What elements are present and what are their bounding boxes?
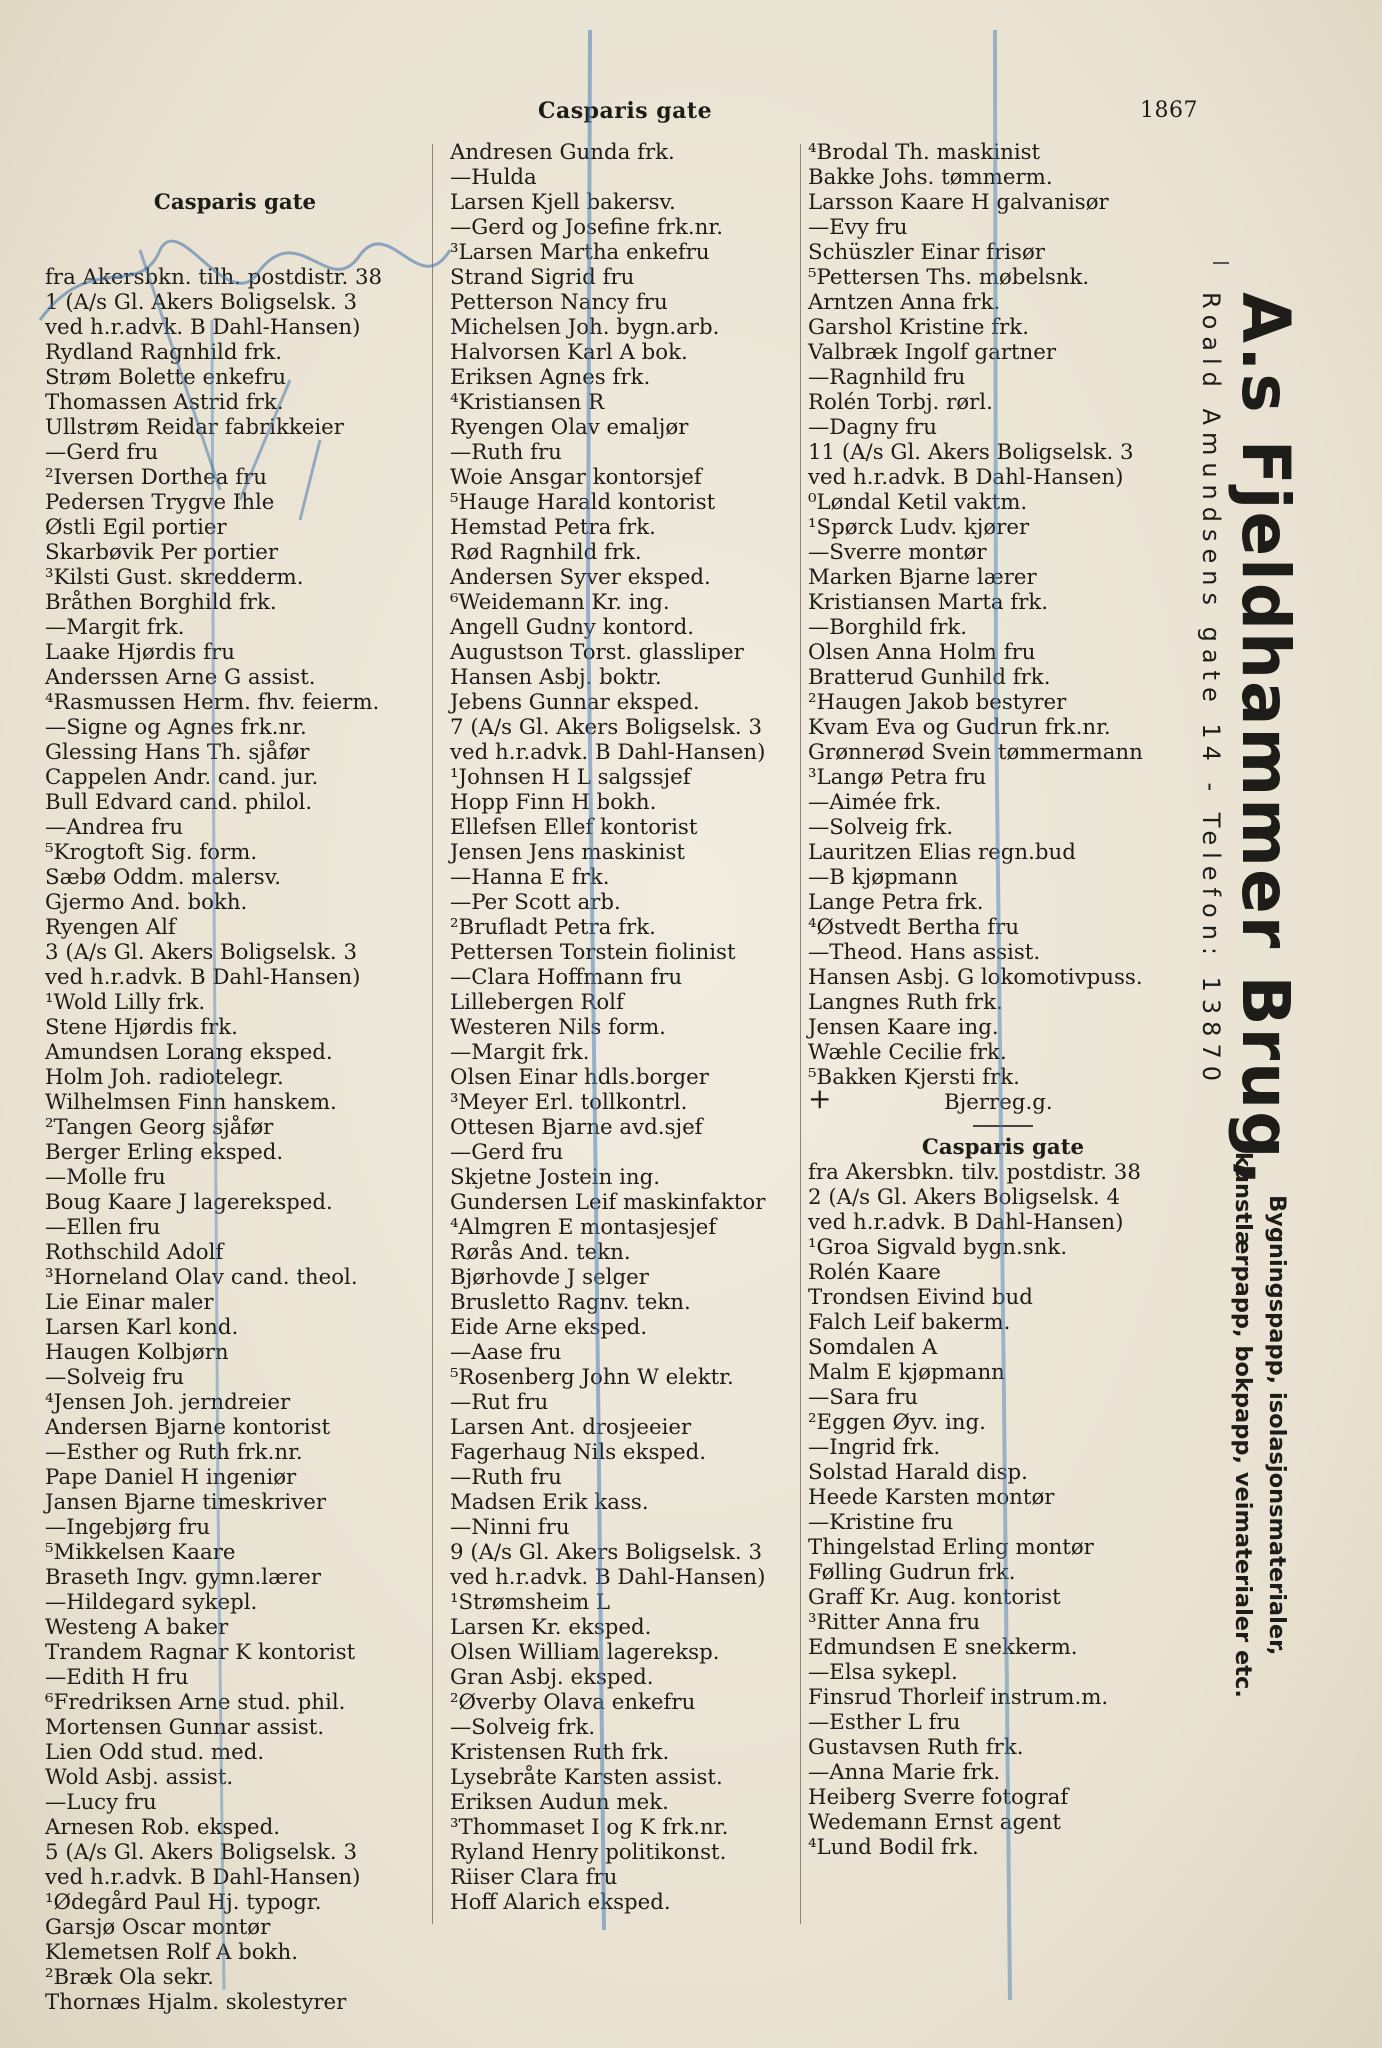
directory-entry: fra Akersbkn. tilh. postdistr. 38 — [45, 265, 383, 290]
directory-entry: Ottesen Bjarne avd.sjef — [450, 1115, 703, 1140]
directory-entry: Larsen Kr. eksped. — [450, 1615, 652, 1640]
directory-entry: ²Eggen Øyv. ing. — [808, 1410, 986, 1435]
section-separator — [973, 1125, 1033, 1127]
directory-entry: Rød Ragnhild frk. — [450, 540, 642, 565]
directory-entry: Andresen Gunda frk. — [450, 140, 675, 165]
directory-entry: —Ninni fru — [450, 1515, 570, 1540]
directory-entry: Boug Kaare J lagereksped. — [45, 1190, 333, 1215]
directory-entry: Solstad Harald disp. — [808, 1460, 1028, 1485]
directory-entry: Pape Daniel H ingeniør — [45, 1465, 297, 1490]
directory-entry: Arntzen Anna frk. — [808, 290, 1001, 315]
directory-entry: ¹Groa Sigvald bygn.snk. — [808, 1235, 1068, 1260]
directory-entry: —Clara Hoffmann fru — [450, 965, 683, 990]
directory-entry: ⁵Mikkelsen Kaare — [45, 1540, 236, 1565]
directory-entry: Brusletto Ragnv. tekn. — [450, 1290, 691, 1315]
directory-entry: Halvorsen Karl A bok. — [450, 340, 688, 365]
directory-entry: Bjørhovde J selger — [450, 1265, 649, 1290]
directory-entry: ved h.r.advk. B Dahl-Hansen) — [45, 965, 361, 990]
directory-entry: —Solveig frk. — [450, 1715, 596, 1740]
directory-entry: —Ingrid frk. — [808, 1435, 941, 1460]
directory-entry: Wilhelmsen Finn hanskem. — [45, 1090, 337, 1115]
directory-entry: Lange Petra frk. — [808, 890, 984, 915]
directory-entry: ¹Strømsheim L — [450, 1590, 611, 1615]
directory-entry: —Aimée frk. — [808, 790, 942, 815]
directory-entry: 3 (A/s Gl. Akers Boligselsk. 3 — [45, 940, 358, 965]
directory-entry: —Evy fru — [808, 215, 908, 240]
directory-entry: Glessing Hans Th. sjåfør — [45, 740, 310, 765]
directory-entry: —Edith H fru — [45, 1665, 189, 1690]
directory-entry: Rolén Torbj. rørl. — [808, 390, 993, 415]
directory-entry: Edmundsen E snekkerm. — [808, 1635, 1078, 1660]
directory-entry: —Margit frk. — [450, 1040, 590, 1065]
directory-entry: ⁶Weidemann Kr. ing. — [450, 590, 670, 615]
directory-entry: Eide Arne eksped. — [450, 1315, 648, 1340]
directory-entry: ved h.r.advk. B Dahl-Hansen) — [45, 315, 361, 340]
directory-entry: Augustson Torst. glassliper — [450, 640, 744, 665]
directory-entry: Rørås And. tekn. — [450, 1240, 631, 1265]
page-title: Casparis gate — [538, 98, 713, 124]
directory-entry: Sæbø Oddm. malersv. — [45, 865, 281, 890]
directory-entry: ³Langø Petra fru — [808, 765, 987, 790]
directory-entry: —Theod. Hans assist. — [808, 940, 1041, 965]
directory-entry: Rydland Ragnhild frk. — [45, 340, 283, 365]
directory-entry: Arnesen Rob. eksped. — [45, 1815, 281, 1840]
directory-entry: 2 (A/s Gl. Akers Boligselsk. 4 — [808, 1185, 1121, 1210]
directory-entry: —Ragnhild fru — [808, 365, 966, 390]
directory-entry: —Dagny fru — [808, 415, 937, 440]
directory-entry: —Sverre montør — [808, 540, 987, 565]
directory-entry: Ullstrøm Reidar fabrikkeier — [45, 415, 344, 440]
directory-entry: ⁴Østvedt Bertha fru — [808, 915, 1020, 940]
directory-entry: Pettersen Torstein fiolinist — [450, 940, 736, 965]
directory-entry: Ryland Henry politikonst. — [450, 1840, 727, 1865]
directory-entry: —Hildegard sykepl. — [45, 1590, 258, 1615]
directory-entry: Trandem Ragnar K kontorist — [45, 1640, 356, 1665]
directory-entry: ved h.r.advk. B Dahl-Hansen) — [450, 1565, 766, 1590]
directory-entry: ⁴Rasmussen Herm. fhv. feierm. — [45, 690, 380, 715]
divider-tick — [1213, 262, 1229, 264]
directory-entry: Schüszler Einar frisør — [808, 240, 1045, 265]
directory-entry: Hansen Asbj. boktr. — [450, 665, 662, 690]
directory-entry: —Solveig fru — [45, 1365, 185, 1390]
directory-entry: —Ingebjørg fru — [45, 1515, 211, 1540]
directory-entry: Pedersen Trygve Ihle — [45, 490, 275, 515]
directory-entry: ⁵Rosenberg John W elektr. — [450, 1365, 734, 1390]
directory-entry: Ryengen Alf — [45, 915, 176, 940]
directory-entry: Valbræk Ingolf gartner — [808, 340, 1057, 365]
street-heading: Casparis gate — [153, 190, 317, 215]
directory-entry: 7 (A/s Gl. Akers Boligselsk. 3 — [450, 715, 763, 740]
ad-brand-name: A.s Fjeldhammer Brug, — [1227, 292, 1304, 1188]
directory-entry: Østli Egil portier — [45, 515, 227, 540]
directory-entry: —B kjøpmann — [808, 865, 959, 890]
directory-entry: —Ruth fru — [450, 440, 562, 465]
directory-entry: Finsrud Thorleif instrum.m. — [808, 1685, 1109, 1710]
directory-entry: —Lucy fru — [45, 1790, 157, 1815]
street-crossing — [808, 1082, 1198, 1115]
directory-entry: Larsen Ant. drosjeeier — [450, 1415, 692, 1440]
directory-entry: ²Bræk Ola sekr. — [45, 1965, 214, 1990]
directory-entry: ⁵Krogtoft Sig. form. — [45, 840, 258, 865]
directory-entry: ³Kilsti Gust. skredderm. — [45, 565, 304, 590]
directory-entry: —Esther og Ruth frk.nr. — [45, 1440, 303, 1465]
directory-entry: —Aase fru — [450, 1340, 562, 1365]
directory-entry: Bull Edvard cand. philol. — [45, 790, 313, 815]
directory-entry: Bakke Johs. tømmerm. — [808, 165, 1053, 190]
directory-entry: Heiberg Sverre fotograf — [808, 1785, 1069, 1810]
directory-entry: ²Øverby Olava enkefru — [450, 1690, 696, 1715]
directory-entry: Eriksen Audun mek. — [450, 1790, 669, 1815]
directory-entry: Gjermo And. bokh. — [45, 890, 248, 915]
directory-entry: ⁴Almgren E montasjesjef — [450, 1215, 717, 1240]
directory-entry: ved h.r.advk. B Dahl-Hansen) — [450, 740, 766, 765]
directory-entry: Følling Gudrun frk. — [808, 1560, 1016, 1585]
directory-entry: Gundersen Leif maskinfaktor — [450, 1190, 766, 1215]
directory-entry: Eriksen Agnes frk. — [450, 365, 651, 390]
directory-entry: Thingelstad Erling montør — [808, 1535, 1094, 1560]
directory-entry: ved h.r.advk. B Dahl-Hansen) — [808, 1210, 1124, 1235]
directory-entry: Jansen Bjarne timeskriver — [45, 1490, 326, 1515]
directory-entry: —Signe og Agnes frk.nr. — [45, 715, 307, 740]
directory-entry: —Gerd fru — [45, 440, 159, 465]
ad-address: Roald Amundsens gate 14 - Telefon: 13870 — [1197, 292, 1225, 1088]
directory-entry: Westeng A baker — [45, 1615, 229, 1640]
directory-entry: Thomassen Astrid frk. — [45, 390, 284, 415]
directory-entry: ⁴Lund Bodil frk. — [808, 1835, 979, 1860]
crossing-plus-icon: + — [808, 1082, 832, 1115]
directory-entry: —Per Scott arb. — [450, 890, 621, 915]
directory-entry: ³Ritter Anna fru — [808, 1610, 981, 1635]
directory-entry: fra Akersbkn. tilv. postdistr. 38 — [808, 1160, 1141, 1185]
directory-entry: Anderssen Arne G assist. — [45, 665, 316, 690]
directory-entry: Kristensen Ruth frk. — [450, 1740, 670, 1765]
directory-entry: ⁴Brodal Th. maskinist — [808, 140, 1041, 165]
directory-entry: ³Thommaset I og K frk.nr. — [450, 1815, 729, 1840]
directory-entry: Andersen Syver eksped. — [450, 565, 711, 590]
directory-entry: —Kristine fru — [808, 1510, 954, 1535]
directory-entry: Braseth Ingv. gymn.lærer — [45, 1565, 322, 1590]
directory-entry: —Hanna E frk. — [450, 865, 610, 890]
directory-entry: Hemstad Petra frk. — [450, 515, 656, 540]
directory-entry: Mortensen Gunnar assist. — [45, 1715, 325, 1740]
directory-entry: Riiser Clara fru — [450, 1865, 618, 1890]
directory-entry: ¹Johnsen H L salgssjef — [450, 765, 691, 790]
directory-entry: ved h.r.advk. B Dahl-Hansen) — [45, 1865, 361, 1890]
directory-entry: 5 (A/s Gl. Akers Boligselsk. 3 — [45, 1840, 358, 1865]
directory-entry: Graff Kr. Aug. kontorist — [808, 1585, 1061, 1610]
directory-entry: Kristiansen Marta frk. — [808, 590, 1049, 615]
directory-entry: Larsson Kaare H galvanisør — [808, 190, 1109, 215]
directory-entry: ⁵Pettersen Ths. møbelsnk. — [808, 265, 1090, 290]
directory-entry: Larsen Karl kond. — [45, 1315, 239, 1340]
directory-entry: —Ruth fru — [450, 1465, 562, 1490]
directory-entry: —Ellen fru — [45, 1215, 161, 1240]
street-heading: Casparis gate — [921, 1135, 1085, 1160]
directory-entry: 9 (A/s Gl. Akers Boligselsk. 3 — [450, 1540, 763, 1565]
directory-entry: Kvam Eva og Gudrun frk.nr. — [808, 715, 1111, 740]
directory-entry: Lysebråte Karsten assist. — [450, 1765, 723, 1790]
directory-entry: Angell Gudny kontord. — [450, 615, 695, 640]
directory-entry: Hansen Asbj. G lokomotivpuss. — [808, 965, 1143, 990]
directory-entry: —Sara fru — [808, 1385, 919, 1410]
column-2 — [450, 140, 820, 1915]
directory-entry: —Gerd og Josefine frk.nr. — [450, 215, 723, 240]
directory-entry: Stene Hjørdis frk. — [45, 1015, 238, 1040]
directory-entry: 11 (A/s Gl. Akers Boligselsk. 3 — [808, 440, 1134, 465]
directory-entry: Jensen Jens maskinist — [450, 840, 685, 865]
directory-entry: Wæhle Cecilie frk. — [808, 1040, 1007, 1065]
directory-entry: ²Haugen Jakob bestyrer — [808, 690, 1067, 715]
directory-entry: Lauritzen Elias regn.bud — [808, 840, 1076, 865]
directory-entry: Olsen Anna Holm fru — [808, 640, 1036, 665]
directory-entry: Berger Erling eksped. — [45, 1140, 284, 1165]
directory-entry: ⁵Bakken Kjersti frk. — [808, 1065, 1020, 1090]
column-3 — [808, 140, 1198, 1860]
ad-products-line-1: Bygningspapp, isolasjonsmaterialer, — [1264, 1195, 1290, 1656]
directory-entry: Bratterud Gunhild frk. — [808, 665, 1051, 690]
directory-entry: Langnes Ruth frk. — [808, 990, 1003, 1015]
column-1 — [45, 140, 425, 2015]
directory-entry: —Rut fru — [450, 1390, 549, 1415]
directory-entry: —Solveig frk. — [808, 815, 954, 840]
directory-entry: ³Larsen Martha enkefru — [450, 240, 710, 265]
directory-entry: Falch Leif bakerm. — [808, 1310, 1011, 1335]
directory-entry: ⁴Kristiansen R — [450, 390, 605, 415]
directory-entry: Klemetsen Rolf A bokh. — [45, 1940, 299, 1965]
directory-entry: —Margit frk. — [45, 615, 185, 640]
directory-entry: Michelsen Joh. bygn.arb. — [450, 315, 720, 340]
directory-entry: Skarbøvik Per portier — [45, 540, 279, 565]
directory-entry: Amundsen Lorang eksped. — [45, 1040, 333, 1065]
directory-entry: ⁴Jensen Joh. jerndreier — [45, 1390, 291, 1415]
directory-entry: —Andrea fru — [45, 815, 184, 840]
directory-entry: Strøm Bolette enkefru — [45, 365, 287, 390]
directory-entry: Somdalen A — [808, 1335, 938, 1360]
column-divider — [432, 144, 433, 1924]
directory-entry: Marken Bjarne lærer — [808, 565, 1037, 590]
directory-entry: Olsen William lagereksp. — [450, 1640, 720, 1665]
directory-entry: Wedemann Ernst agent — [808, 1810, 1061, 1835]
directory-entry: Woie Ansgar kontorsjef — [450, 465, 702, 490]
directory-entry: Trondsen Eivind bud — [808, 1285, 1033, 1310]
directory-entry: Wold Asbj. assist. — [45, 1765, 234, 1790]
directory-entry: —Gerd fru — [450, 1140, 564, 1165]
directory-entry: —Hulda — [450, 165, 537, 190]
directory-entry: ³Horneland Olav cand. theol. — [45, 1265, 358, 1290]
directory-entry: ⁰Løndal Ketil vaktm. — [808, 490, 1028, 515]
directory-entry: Jebens Gunnar eksped. — [450, 690, 700, 715]
directory-entry: Madsen Erik kass. — [450, 1490, 649, 1515]
directory-entry: Westeren Nils form. — [450, 1015, 666, 1040]
crossing-street-name: Bjerreg.g. — [944, 1090, 1053, 1115]
directory-entry: ²Iversen Dorthea fru — [45, 465, 267, 490]
directory-entry: Laake Hjørdis fru — [45, 640, 235, 665]
directory-entry: Malm E kjøpmann — [808, 1360, 1005, 1385]
directory-entry: ¹Spørck Ludv. kjører — [808, 515, 1030, 540]
directory-entry: Ryengen Olav emaljør — [450, 415, 689, 440]
directory-entry: Gran Asbj. eksped. — [450, 1665, 654, 1690]
directory-entry: Rolén Kaare — [808, 1260, 941, 1285]
directory-entry: Hoff Alarich eksped. — [450, 1890, 671, 1915]
directory-entry: Bråthen Borghild frk. — [45, 590, 277, 615]
directory-entry: Thornæs Hjalm. skolestyrer — [45, 1990, 347, 2015]
ad-products-line-2: kunstlærpapp, bokpapp, veimaterialer etc. — [1230, 1152, 1256, 1698]
directory-entry: Haugen Kolbjørn — [45, 1340, 229, 1365]
directory-entry: Garshol Kristine frk. — [808, 315, 1029, 340]
directory-entry: Lie Einar maler — [45, 1290, 214, 1315]
directory-entry: ³Meyer Erl. tollkontrl. — [450, 1090, 688, 1115]
directory-entry: Gustavsen Ruth frk. — [808, 1735, 1024, 1760]
directory-entry: Fagerhaug Nils eksped. — [450, 1440, 707, 1465]
directory-entry: ²Brufladt Petra frk. — [450, 915, 656, 940]
directory-entry: —Esther L fru — [808, 1710, 961, 1735]
page-number: 1867 — [1140, 98, 1198, 123]
directory-entry: Holm Joh. radiotelegr. — [45, 1065, 284, 1090]
directory-entry: —Molle fru — [45, 1165, 166, 1190]
directory-entry: Petterson Nancy fru — [450, 290, 668, 315]
directory-entry: ⁵Hauge Harald kontorist — [450, 490, 716, 515]
directory-entry: Garsjø Oscar montør — [45, 1915, 271, 1940]
directory-entry: Lien Odd stud. med. — [45, 1740, 265, 1765]
directory-entry: Larsen Kjell bakersv. — [450, 190, 676, 215]
directory-entry: ved h.r.advk. B Dahl-Hansen) — [808, 465, 1124, 490]
directory-entry: Cappelen Andr. cand. jur. — [45, 765, 319, 790]
directory-entry: ²Tangen Georg sjåfør — [45, 1115, 274, 1140]
directory-entry: Ellefsen Ellef kontorist — [450, 815, 698, 840]
directory-entry: ¹Wold Lilly frk. — [45, 990, 206, 1015]
directory-entry: Hopp Finn H bokh. — [450, 790, 657, 815]
directory-entry: —Anna Marie frk. — [808, 1760, 1001, 1785]
directory-entry: ¹Ødegård Paul Hj. typogr. — [45, 1890, 322, 1915]
directory-entry: Andersen Bjarne kontorist — [45, 1415, 331, 1440]
directory-entry: Jensen Kaare ing. — [808, 1015, 999, 1040]
directory-entry: Heede Karsten montør — [808, 1485, 1055, 1510]
directory-entry: Grønnerød Svein tømmermann — [808, 740, 1143, 765]
directory-entry: —Borghild frk. — [808, 615, 968, 640]
directory-entry: Lillebergen Rolf — [450, 990, 624, 1015]
directory-entry: Strand Sigrid fru — [450, 265, 635, 290]
directory-entry: 1 (A/s Gl. Akers Boligselsk. 3 — [45, 290, 358, 315]
directory-entry: ⁶Fredriksen Arne stud. phil. — [45, 1690, 346, 1715]
directory-entry: Skjetne Jostein ing. — [450, 1165, 661, 1190]
directory-entry: Rothschild Adolf — [45, 1240, 224, 1265]
directory-entry: —Elsa sykepl. — [808, 1660, 958, 1685]
directory-entry: Olsen Einar hdls.borger — [450, 1065, 709, 1090]
